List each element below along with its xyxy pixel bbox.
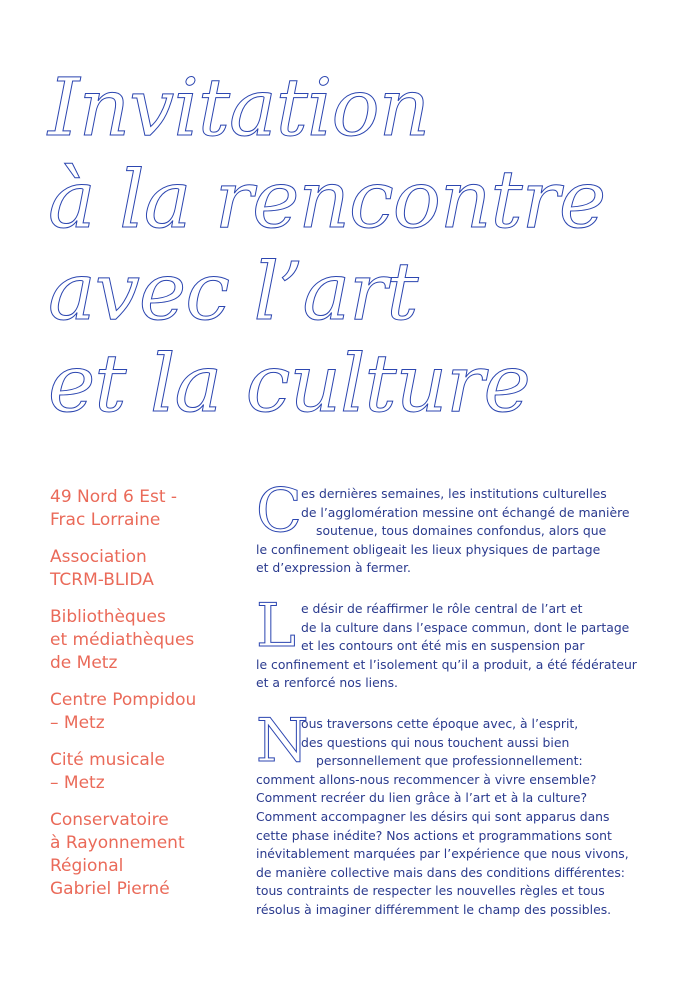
title-line-1: Invitation — [48, 61, 430, 154]
paragraph-line: et d’expression à fermer. — [256, 560, 411, 576]
paragraph-line: inévitablement marquées par l’expérience que nous vivons, — [256, 846, 629, 862]
partner-name-line: Gabriel Pierné — [50, 879, 170, 899]
partner-name-line: Frac Lorraine — [50, 510, 161, 530]
paragraph-1 — [256, 476, 646, 578]
partner-name-line: Centre Pompidou — [50, 690, 197, 710]
partner-name-line: Association — [50, 547, 147, 567]
partner-bibliotheques — [50, 606, 240, 675]
paragraph-3 — [256, 705, 646, 920]
partner-49-nord-6-est — [50, 486, 240, 532]
paragraph-line: le confinement obligeait les lieux physiques de partage — [256, 541, 601, 557]
paragraph-line: Comment recréer du lien grâce à l’art et à la culture? — [256, 790, 588, 806]
page-title — [48, 62, 688, 430]
partner-name-line: TCRM-BLIDA — [50, 570, 154, 590]
paragraph-line: tous contraints de respecter les nouvelles règles et tous — [256, 883, 605, 899]
title-line-4: et la culture — [48, 337, 530, 430]
dropcap: C — [256, 476, 302, 546]
dropcap: L — [256, 590, 296, 661]
title-line-2: à la rencontre — [48, 153, 606, 246]
partner-name-line: Cité musicale — [50, 750, 165, 770]
partner-tcrm-blida — [50, 546, 240, 592]
paragraph-line: es dernières semaines, les institutions culturelles — [301, 486, 607, 501]
body-text — [256, 476, 646, 941]
paragraph-2 — [256, 590, 646, 693]
partner-cite-musicale — [50, 749, 240, 795]
partners-list — [50, 486, 240, 915]
partner-name-line: – Metz — [50, 713, 105, 733]
paragraph-line: le confinement et l’isolement qu’il a produit, a été fédérateur — [256, 656, 637, 672]
paragraph-line: de l’agglomération messine ont échangé de manière — [301, 504, 630, 520]
partner-name-line: – Metz — [50, 773, 105, 793]
paragraph-line: résolus à imaginer différemment le champ des possibles. — [256, 901, 612, 917]
dropcap: N — [256, 705, 309, 776]
partner-name-line: Conservatoire — [50, 810, 169, 830]
partner-name-line: Bibliothèques — [50, 607, 166, 627]
partner-name-line: de Metz — [50, 653, 118, 673]
partner-centre-pompidou — [50, 689, 240, 735]
partner-name-line: et médiathèques — [50, 630, 195, 650]
partner-name-line: Régional — [50, 856, 124, 876]
partner-name-line: à Rayonnement — [50, 833, 185, 853]
paragraph-line: et les contours ont été mis en suspension par — [301, 638, 585, 654]
paragraph-line: des questions qui nous touchent aussi bien — [301, 734, 570, 750]
paragraph-line: de manière collective mais dans des conditions différentes: — [256, 864, 625, 880]
paragraph-line: cette phase inédite? Nos actions et programmations sont — [256, 827, 612, 843]
paragraph-line: comment allons-nous recommencer à vivre ensemble? — [256, 771, 597, 787]
paragraph-line: de la culture dans l’espace commun, dont le partage — [301, 619, 630, 635]
partner-conservatoire — [50, 809, 240, 901]
partner-name-line: 49 Nord 6 Est - — [50, 487, 178, 507]
paragraph-line: ous traversons cette époque avec, à l’esprit, — [301, 715, 579, 731]
paragraph-line: e désir de réaffirmer le rôle central de l’art et — [301, 600, 583, 616]
paragraph-line: soutenue, tous domaines confondus, alors que — [316, 523, 607, 539]
paragraph-line: Comment accompagner les désirs qui sont apparus dans — [256, 808, 610, 824]
title-line-3: avec l’art — [48, 245, 418, 338]
paragraph-line: et a renforcé nos liens. — [256, 675, 398, 691]
paragraph-line: personnellement que professionnellement: — [316, 753, 583, 769]
